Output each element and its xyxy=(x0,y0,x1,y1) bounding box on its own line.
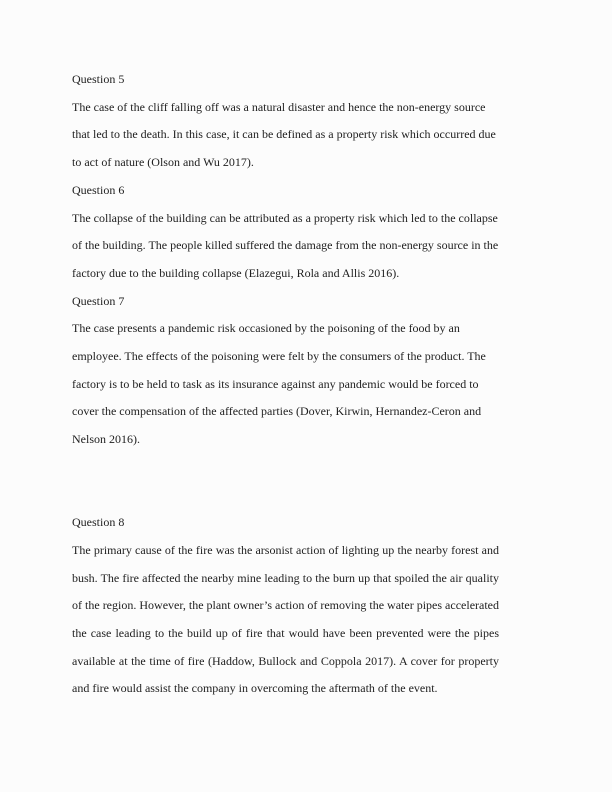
section-paragraph: The case of the cliff falling off was a natural disaster and hence the non-energy source that led to the death. In this case, it can be defined as a property risk which occurred due to act of nature (Olson and Wu 2017). xyxy=(72,99,496,170)
section-question-7 xyxy=(72,288,499,454)
section-heading: Question 7 xyxy=(72,293,125,308)
section-question-5 xyxy=(72,66,499,177)
section-question-6 xyxy=(72,177,499,288)
section-paragraph: The case presents a pandemic risk occasioned by the poisoning of the food by an employee. The effects of the poisoning were felt by the consumers of the product. The factory is to be held to task as its insurance against any pandemic would be forced to cover the compensation of the affected parties (Dover, Kirwin, Hernandez-Ceron and Nelson 2016). xyxy=(72,321,486,447)
section-question-8 xyxy=(72,509,499,703)
section-paragraph: The primary cause of the fire was the arsonist action of lighting up the nearby forest and bush. The fire affected the nearby mine leading to the burn up that spoiled the air quality of the region. However, the plant owner’s action of removing the water pipes accelerated the case leading to the build up of fire that would have been prevented were the pipes available at the time of fire (Haddow, Bullock and Coppola 2017). A cover for property and fire would assist the company in overcoming the aftermath of the event. xyxy=(72,542,499,696)
section-heading: Question 6 xyxy=(72,182,125,197)
section-heading: Question 8 xyxy=(72,515,125,530)
document-content xyxy=(72,66,499,703)
section-paragraph: The collapse of the building can be attributed as a property risk which led to the collapse of the building. The people killed suffered the damage from the non-energy source in the factory due to the building collapse (Elazegui, Rola and Allis 2016). xyxy=(72,210,499,280)
section-heading: Question 5 xyxy=(72,72,125,86)
